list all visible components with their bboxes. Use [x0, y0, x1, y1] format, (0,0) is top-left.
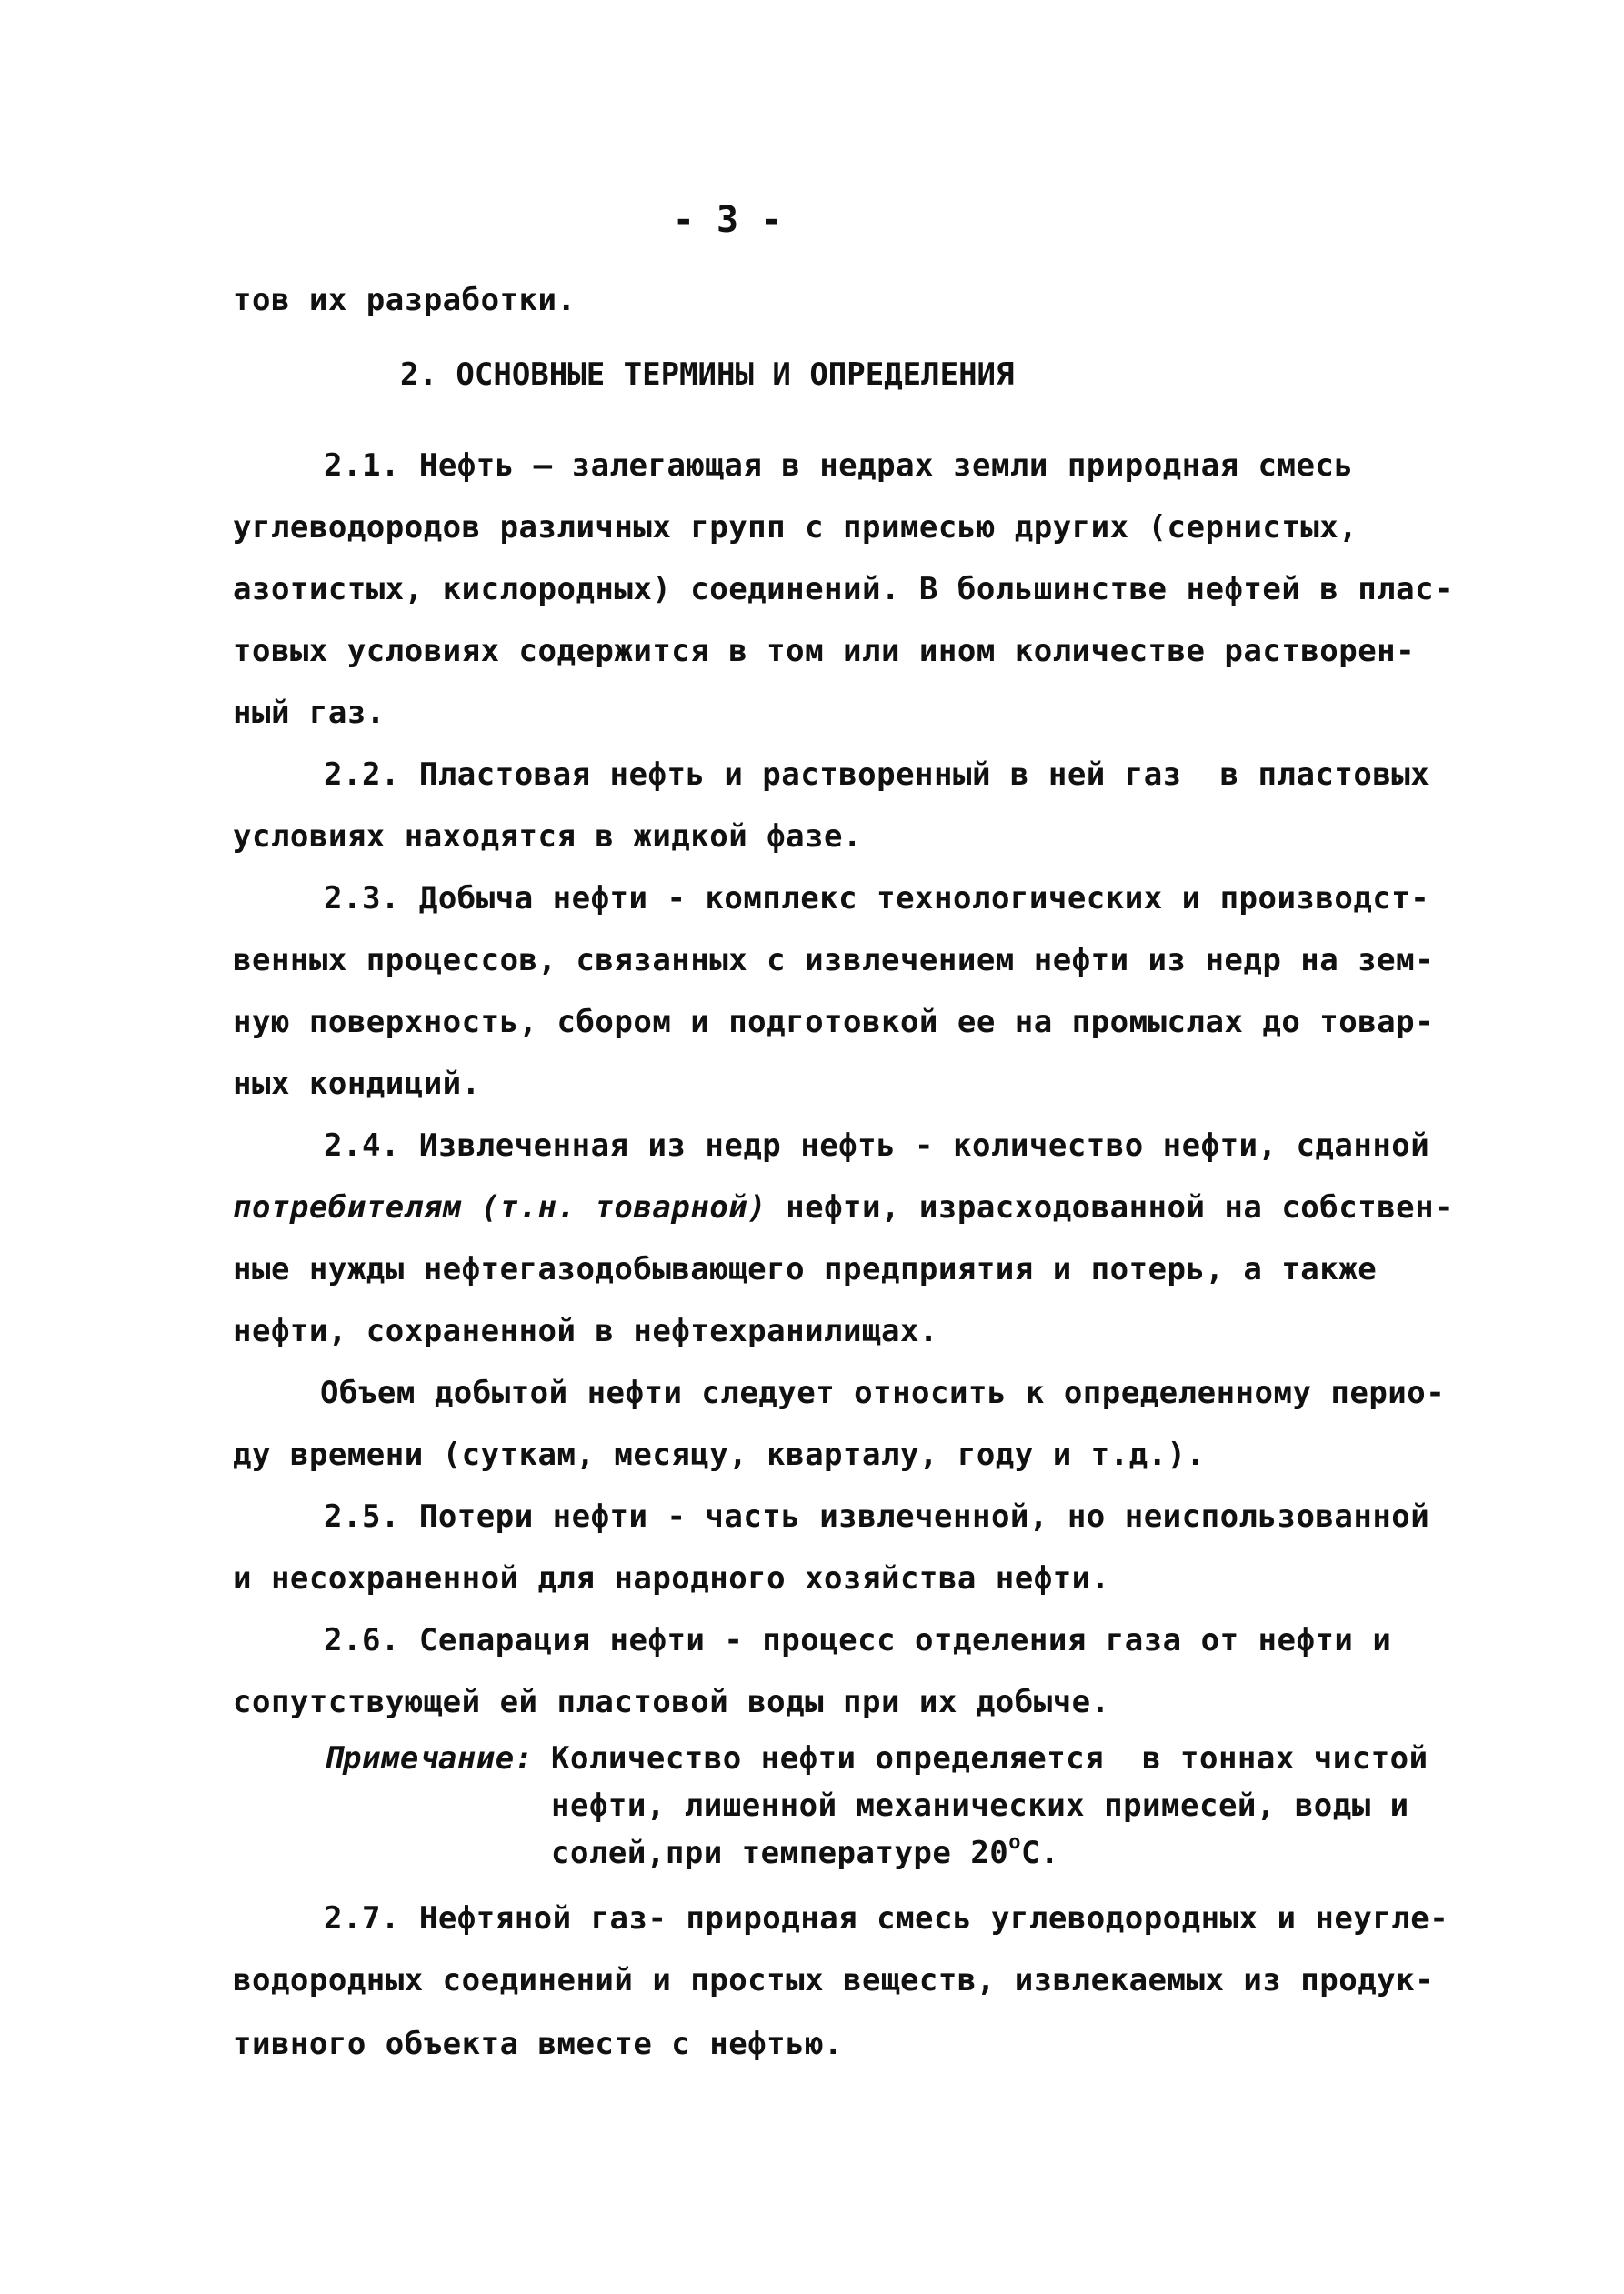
paragraph-2-3-line: 2.3. Добыча нефти - комплекс технологических и производст- [324, 880, 1430, 917]
italic-phrase: потребителям (т.н. товарной) [233, 1189, 767, 1226]
paragraph-2-6-line: 2.6. Сепарация нефти - процесс отделения газа от нефти и [324, 1622, 1392, 1658]
volume-paragraph-line: ду времени (суткам, месяцу, кварталу, году и т.д.). [233, 1437, 1206, 1473]
paragraph-2-7-line: тивного объекта вместе с нефтью. [233, 2026, 844, 2062]
paragraph-2-4-line [233, 1189, 1453, 1226]
intro-line: тов их разработки. [233, 282, 576, 318]
note-label: Примечание: [324, 1740, 534, 1777]
paragraph-2-1-line: углеводородов различных групп с примесью других (сернистых, [233, 509, 1358, 546]
paragraph-2-1-line: азотистых, кислородных) соединений. В большинстве нефтей в плас- [233, 571, 1454, 607]
page-number: - 3 - [672, 199, 783, 241]
paragraph-2-2-line: условиях находятся в жидкой фазе. [233, 818, 863, 855]
paragraph-2-7-line: 2.7. Нефтяной газ- природная смесь углеводородных и неугле- [324, 1900, 1449, 1937]
note-line-unit: С. [1021, 1835, 1059, 1871]
paragraph-2-5-line: и несохраненной для народного хозяйства нефти. [233, 1560, 1110, 1597]
paragraph-2-1-line: товых условиях содержится в том или ином количестве растворен- [233, 633, 1416, 669]
note-line: Количество нефти определяется в тоннах чистой [551, 1740, 1429, 1777]
section-heading: 2. ОСНОВНЫЕ ТЕРМИНЫ И ОПРЕДЕЛЕНИЯ [400, 356, 1015, 393]
note-line [551, 1830, 1059, 1871]
paragraph-2-4-line: ные нужды нефтегазодобывающего предприятия и потерь, а также [233, 1251, 1378, 1287]
note-line: нефти, лишенной механических примесей, воды и [551, 1788, 1409, 1824]
paragraph-2-6-line: сопутствующей ей пластовой воды при их добыче. [233, 1684, 1110, 1720]
paragraph-2-5-line: 2.5. Потери нефти - часть извлеченной, но неиспользованной [324, 1498, 1430, 1535]
paragraph-2-4-line: 2.4. Извлеченная из недр нефть - количество нефти, сданной [324, 1127, 1430, 1164]
degree-superscript: о [1008, 1830, 1022, 1854]
paragraph-2-1-line: ный газ. [233, 695, 386, 731]
volume-paragraph-line: Объем добытой нефти следует относить к определенному перио- [320, 1375, 1446, 1411]
note-line-text: солей,при температуре 20 [551, 1835, 1009, 1871]
paragraph-2-3-line: ных кондиций. [233, 1066, 481, 1102]
paragraph-2-3-line: венных процессов, связанных с извлечением нефти из недр на зем- [233, 942, 1435, 978]
paragraph-2-3-line: ную поверхность, сбором и подготовкой ее на промыслах до товар- [233, 1004, 1435, 1040]
paragraph-2-2-line: 2.2. Пластовая нефть и растворенный в ней газ в пластовых [324, 756, 1430, 793]
paragraph-2-1-line: 2.1. Нефть — залегающая в недрах земли природная смесь [324, 447, 1354, 484]
line-rest: нефти, израсходованной на собствен- [767, 1189, 1454, 1226]
paragraph-2-4-line: нефти, сохраненной в нефтехранилищах. [233, 1313, 938, 1349]
paragraph-2-7-line: водородных соединений и простых веществ, извлекаемых из продук- [233, 1962, 1435, 1998]
